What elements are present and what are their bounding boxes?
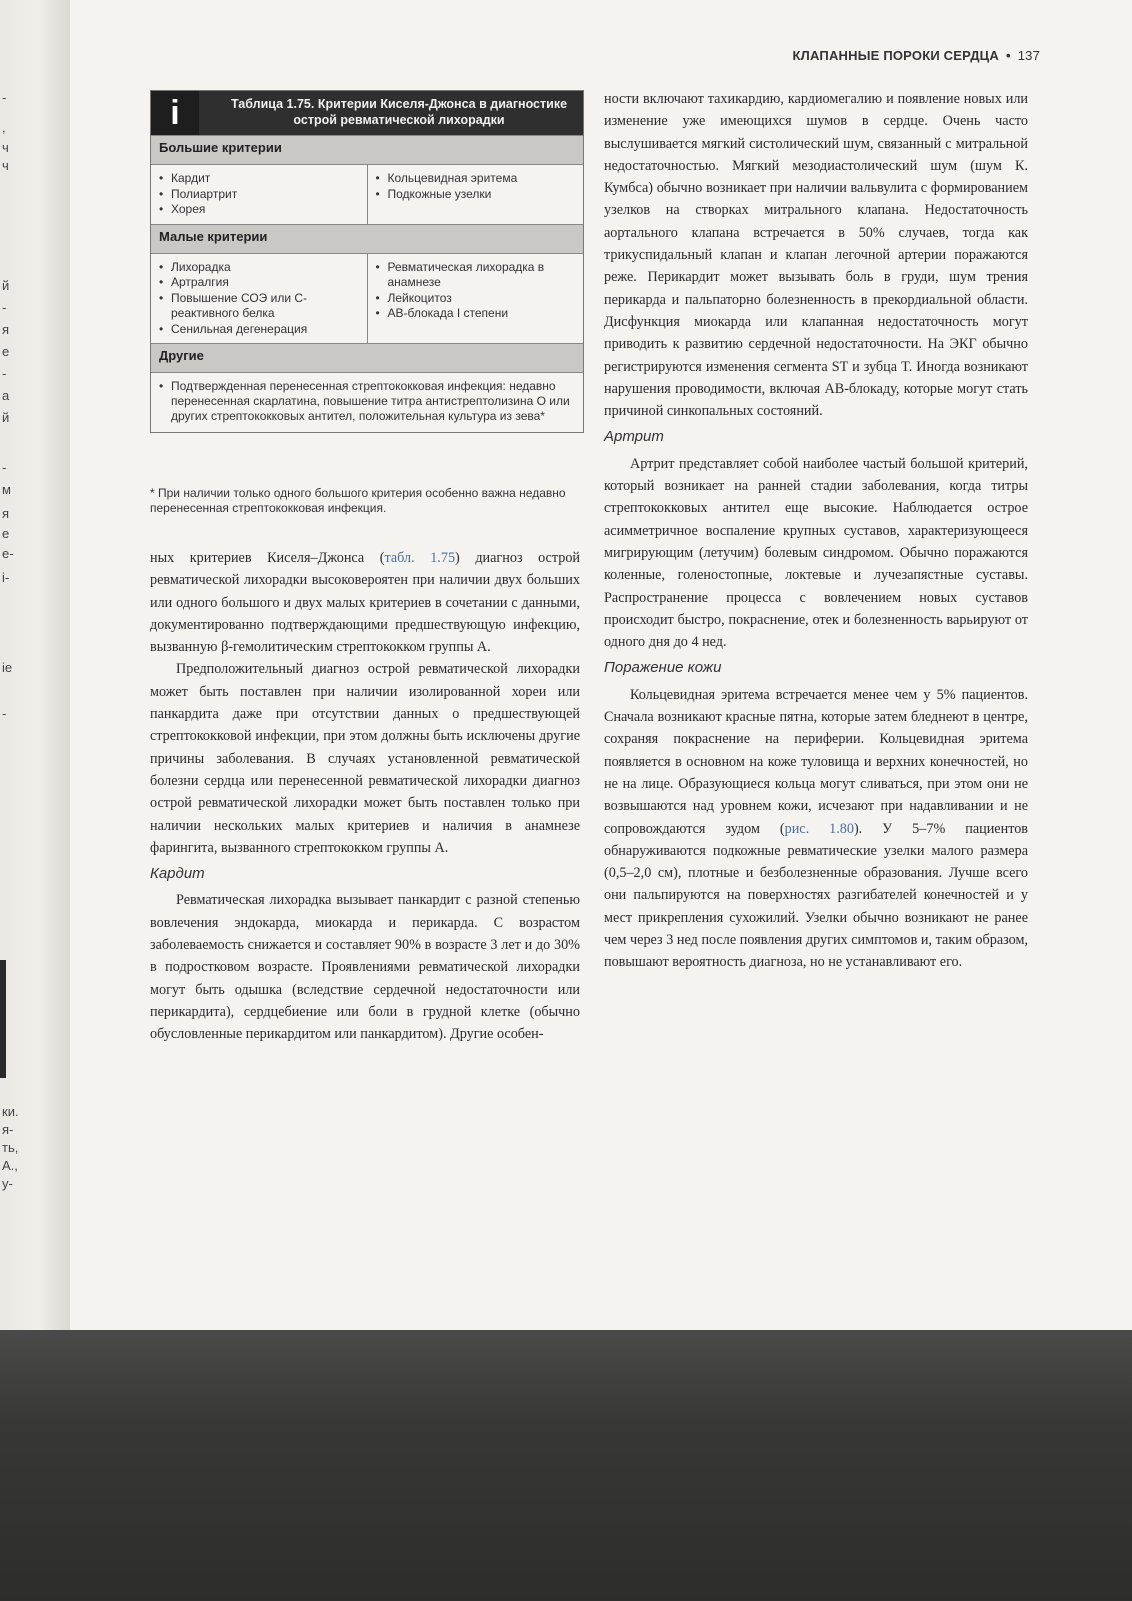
major-criteria-left xyxy=(151,165,367,224)
other-criteria-heading: Другие xyxy=(151,343,583,373)
section-heading-carditis: Кардит xyxy=(150,865,205,883)
previous-page-text-fragment: ч xyxy=(2,140,9,155)
previous-page-text-fragment: е xyxy=(2,344,10,359)
right-text-column xyxy=(604,88,1028,974)
previous-page-text-fragment: іе xyxy=(2,660,13,675)
paragraph: Ревматическая лихорадка вызывает панкардит с разной степенью вовлечения эндокарда, миокарда и перикарда. С возрастом заболеваемость снижается и составляет 90% в возрасте 3 лет и до 30% в подростковом возрасте. Проявлениями ревматической лихорадки могут быть одышка (вследствие сердечной недостаточности или перикардита), сердцебиение или боли в грудной клетке (обычно обусловленные перикардитом или панкардитом). Другие особен- xyxy=(150,892,580,1043)
table-title: Таблица 1.75. Критерии Киселя-Джонса в диагностике острой ревматической лихорадки xyxy=(230,97,568,127)
scan-dark-background xyxy=(0,1330,1132,1601)
table-header xyxy=(151,91,583,135)
paragraph xyxy=(604,684,1028,974)
paragraph xyxy=(150,547,580,658)
text-run: ). У 5–7% пациентов обнаруживаются подкожные ревматические узелки малого размера (0,5–2,0 см), плотные и безболезненные образования. Лучше всего они пальпируются на поверхностях разгибателей конечностей и у мест прикрепления сухожилий. Узелки обычно возникают не ранее чем через 3 нед после появления других симптомов и, таким образом, повышают вероятность диагноза, но не устанавливают его. xyxy=(604,820,1028,971)
previous-page-text-fragment: м xyxy=(2,482,11,497)
figure-reference-link[interactable]: рис. 1.80 xyxy=(784,820,854,837)
list-item: • Подкожные узелки xyxy=(376,187,576,203)
minor-criteria-row xyxy=(151,254,583,344)
previous-page-text-fragment: е xyxy=(2,526,10,541)
previous-page-text-fragment: ть, xyxy=(2,1140,19,1155)
previous-page-text-fragment: я xyxy=(2,322,10,337)
other-criteria-cell xyxy=(151,373,583,432)
previous-page-text-fragment: ч xyxy=(2,158,9,173)
minor-criteria-right xyxy=(367,254,584,344)
major-criteria-heading: Большие критерии xyxy=(151,135,583,165)
previous-page-dark-bar xyxy=(0,960,6,1078)
previous-page-text-fragment: я xyxy=(2,506,10,521)
text-run: Кольцевидная эритема встречается менее чем у 5% пациентов. Сначала возникают красные пятна, которые затем бледнеют в центре, сохраняя покраснение на периферии. Кольцевидная эритема появляется в основном на коже туловища и верхних конечностей, но не на лице. Образующиеся кольца могут сливаться, при этом они не возвышаются над уровнем кожи, исчезают при надавливании и не сопровождаются зудом ( xyxy=(604,686,1028,837)
running-header xyxy=(793,48,1040,63)
previous-page-text-fragment: у- xyxy=(2,1176,13,1191)
previous-page-text-fragment: е- xyxy=(2,546,14,561)
list-item: • Ревматическая лихорадка в анамнезе xyxy=(376,260,576,291)
previous-page-text-fragment: - xyxy=(2,300,7,315)
previous-page-text-fragment: й xyxy=(2,278,10,293)
list-item: • Подтвержденная перенесенная стрептококковая инфекция: недавно перенесенная скарлатина, повышение титра антистрептолизина О или других стрептококковых антител, положительная культура из зева* xyxy=(159,379,575,424)
text-run: ных критериев Киселя–Джонса ( xyxy=(150,550,385,566)
previous-page-text-fragment: ки. xyxy=(2,1104,19,1119)
previous-page-text-fragment: і- xyxy=(2,570,10,585)
list-item: • Лейкоцитоз xyxy=(376,291,576,307)
previous-page-edge xyxy=(0,0,70,1330)
list-item: • АВ-блокада I степени xyxy=(376,306,576,322)
criteria-table xyxy=(150,90,584,433)
list-item: • Сенильная дегенерация xyxy=(159,322,359,338)
list-item: • Повышение СОЭ или С-реактивного белка xyxy=(159,291,359,322)
paragraph: Артрит представляет собой наиболее частый большой критерий, который возникает на ранней стадии заболевания, когда титры стрептококковых антител еще высокие. Наблюдается острое асимметричное воспаление крупных суставов, характеризующееся мигрирующим (летучим) болевым синдромом. Обычно поражаются коленные, голеностопные, локтевые и лучезапястные суставы. Распространение процесса с вовлечением новых суставов происходит быстро, покраснение, отек и болезненность варьируют от одного дня до 4 нед. xyxy=(604,455,1028,651)
previous-page-text-fragment: я- xyxy=(2,1122,14,1137)
left-text-column xyxy=(150,547,580,1046)
list-item: • Кольцевидная эритема xyxy=(376,171,576,187)
text-run: ) диагноз острой ревматической лихорадки высоковероятен при наличии двух больших или одного большого и двух малых критериев в сочетании с данными, документированно подтверждающими предшествующую инфекцию, вызванную β-гемолитическим стрептококком группы А. xyxy=(150,550,581,656)
previous-page-text-fragment: й xyxy=(2,410,10,425)
section-heading-arthritis: Артрит xyxy=(604,428,664,446)
previous-page-text-fragment: - xyxy=(2,90,7,105)
minor-criteria-left xyxy=(151,254,367,344)
info-icon: i xyxy=(151,91,199,135)
previous-page-text-fragment: А., xyxy=(2,1158,18,1173)
page-number: 137 xyxy=(1017,48,1040,63)
list-item: • Кардит xyxy=(159,171,359,187)
major-criteria-row xyxy=(151,165,583,224)
major-criteria-right xyxy=(367,165,584,224)
previous-page-text-fragment: - xyxy=(2,460,7,475)
previous-page-text-fragment: - xyxy=(2,706,7,721)
running-title: КЛАПАННЫЕ ПОРОКИ СЕРДЦА xyxy=(792,48,999,63)
list-item: • Хорея xyxy=(159,202,359,218)
paragraph: Предположительный диагноз острой ревматической лихорадки может быть поставлен при наличии изолированной хореи или панкардита даже при отсутствии данных о предшествующей стрептококковой инфекции, при этом должны быть исключены другие причины заболевания. В случаях установленной ревматической болезни сердца или перенесенной ревматической лихорадки диагноз острой ревматической лихорадки может быть поставлен только при наличии нескольких малых критериев и наличия в анамнезе фарингита, вызванного стрептококком группы А. xyxy=(150,661,580,856)
previous-page-text-fragment: а xyxy=(2,388,10,403)
section-heading-skin: Поражение кожи xyxy=(604,659,722,677)
previous-page-text-fragment: , xyxy=(2,120,6,135)
table-footnote: * При наличии только одного большого критерия особенно важна недавно перенесенная стрептококковая инфекция. xyxy=(150,486,566,515)
table-reference-link[interactable]: табл. 1.75 xyxy=(384,550,456,566)
minor-criteria-heading: Малые критерии xyxy=(151,224,583,254)
paragraph: ности включают тахикардию, кардиомегалию и появление новых или изменение уже имеющихся шумов в сердце. Очень часто выслушивается мягкий систолический шум, связанный с митральной недостаточностью. Мягкий мезодиастолический шум (шум К. Кумбса) обычно возникает при наличии вальвулита с формированием узелков на створках митрального клапана. Недостаточность аортального клапана встречается в 50% случаев, тогда как трикуспидальный клапан и клапан легочной артерии поражаются реже. Перикардит может вызывать боль в груди, шум трения перикарда и пальпаторно болезненность в прекордиальной области. Дисфункция миокарда или клапанная недостаточность могут приводить к развитию сердечной недостаточности. На ЭКГ обычно регистрируются изменения сегмента ST и зубца T. Иногда возникают нарушения проводимости, включая АВ-блокаду, которые могут стать причиной синкопальных состояний. xyxy=(604,91,1028,420)
previous-page-text-fragment: - xyxy=(2,366,7,381)
header-separator: • xyxy=(1005,48,1011,63)
list-item: • Артралгия xyxy=(159,275,359,291)
list-item: • Лихорадка xyxy=(159,260,359,276)
list-item: • Полиартрит xyxy=(159,187,359,203)
